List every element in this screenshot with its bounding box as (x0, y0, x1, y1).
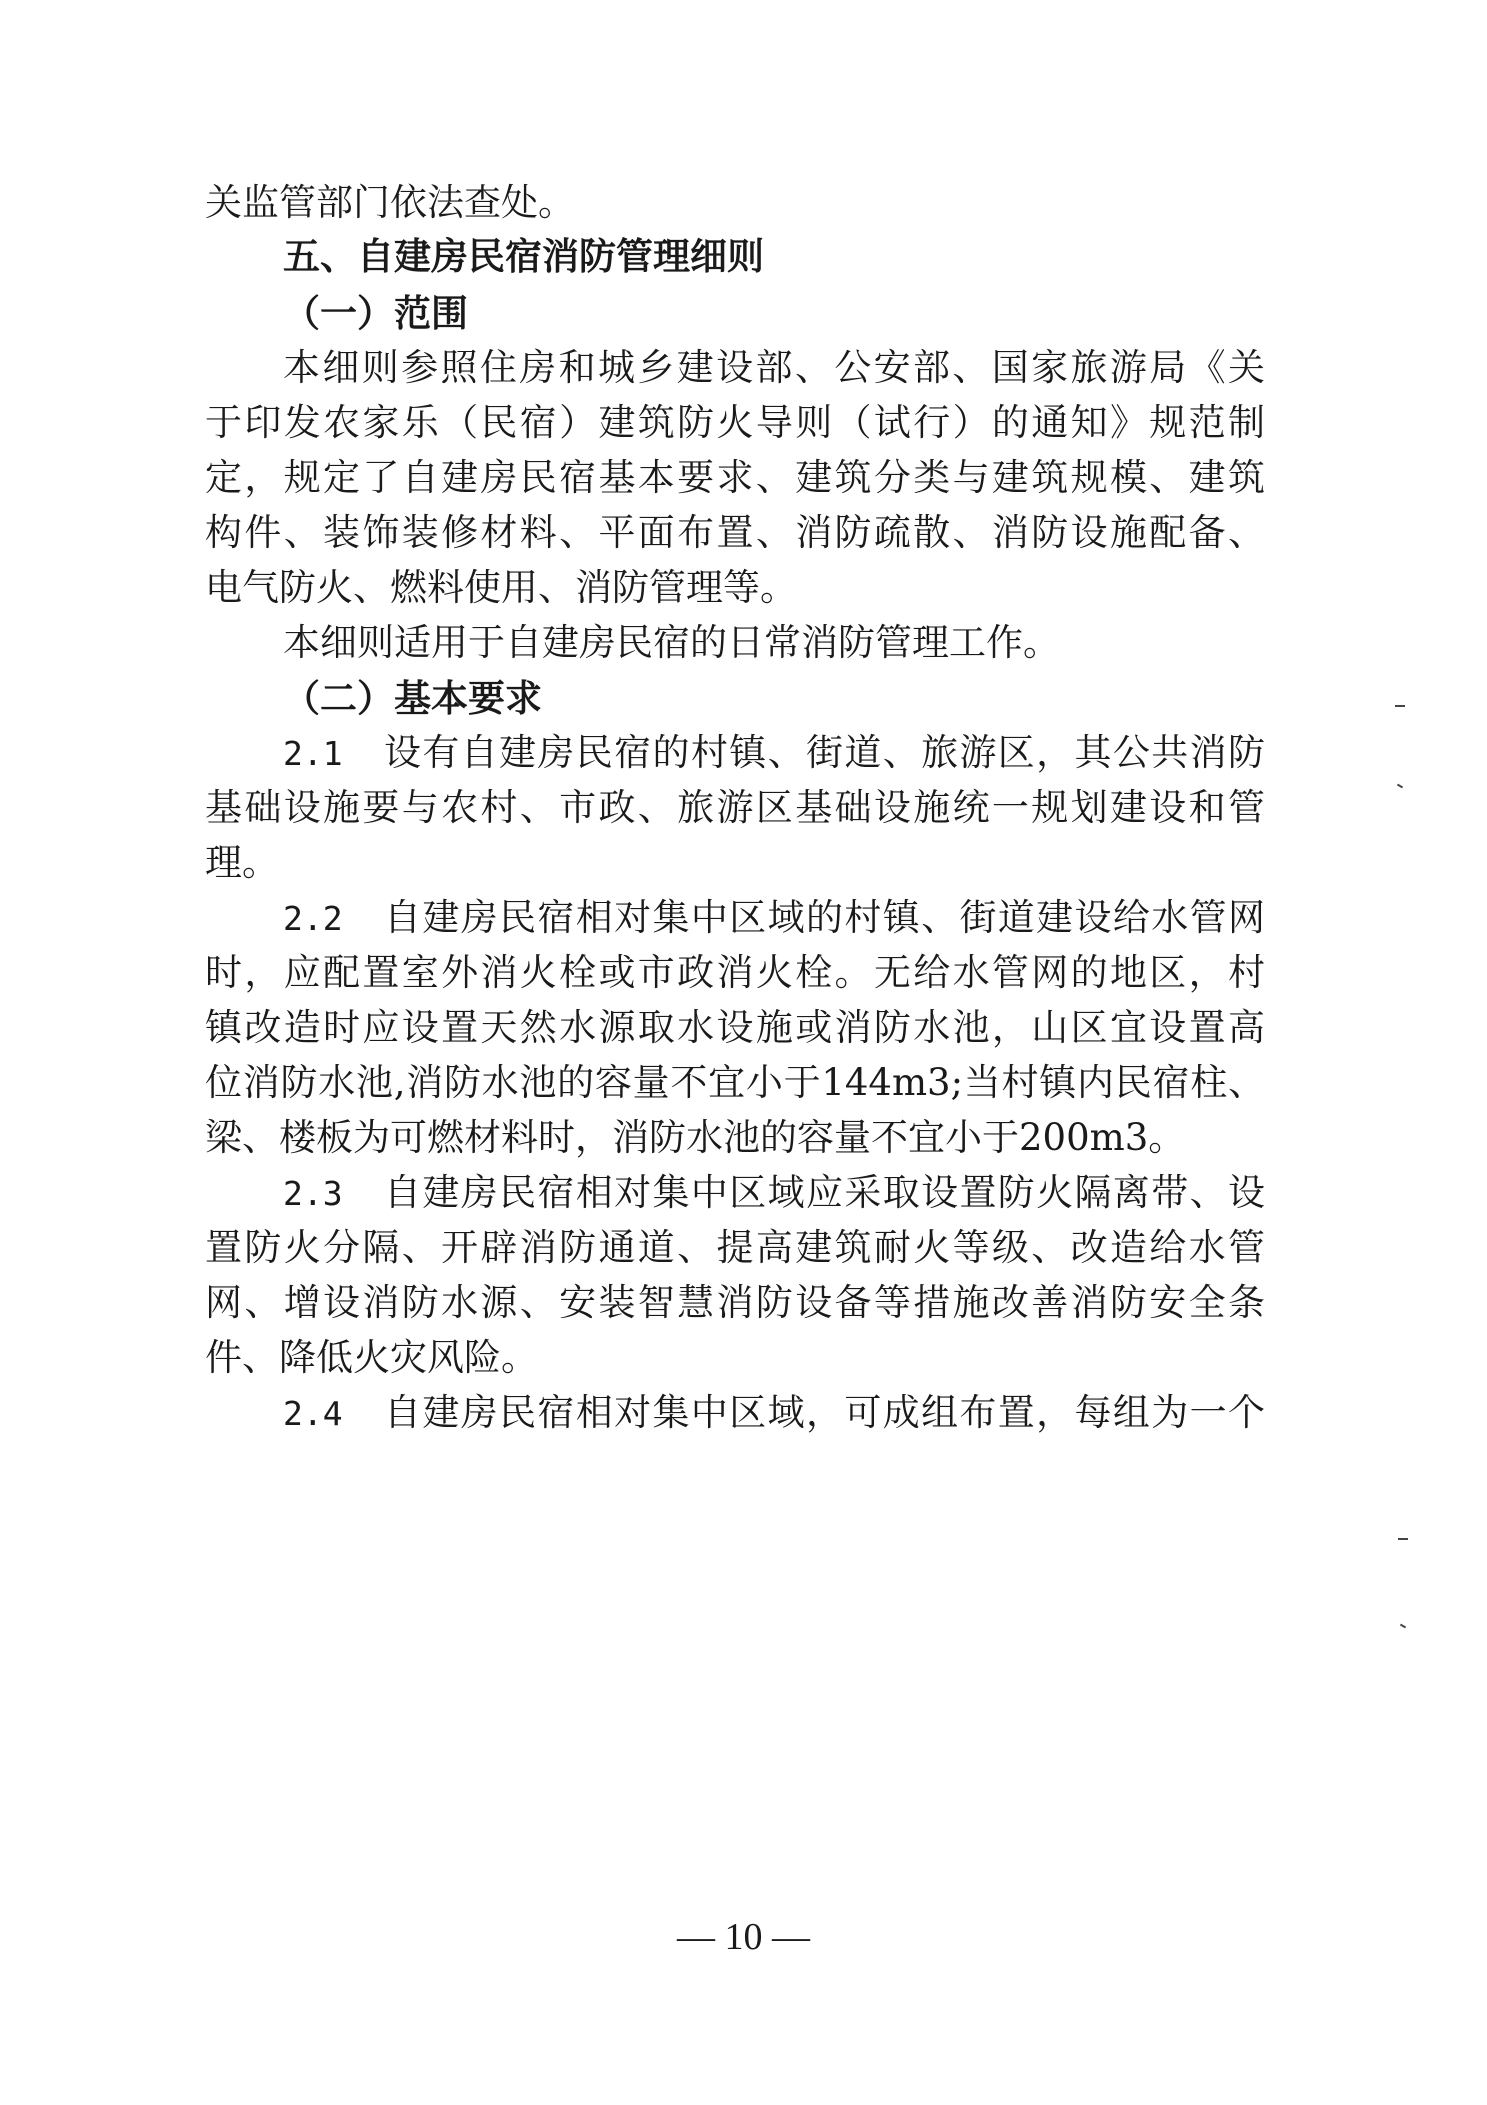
line-text: 电气防火、燃料使用、消防管理等。 (205, 566, 797, 609)
line-text: 位消防水池,消防水池的容量不宜小于144m3;当村镇内民宿柱、 (205, 1061, 1265, 1104)
clause-number: 2.1 (283, 734, 343, 773)
line-text: 自建房民宿相对集中区域的村镇、街道建设给水管网 (382, 896, 1265, 939)
line-text: 网、增设消防水源、安装智慧消防设备等措施改善消防安全条 (205, 1281, 1265, 1324)
line-text: 设有自建房民宿的村镇、街道、旅游区，其公共消防 (382, 731, 1265, 774)
body-text-line (205, 948, 1265, 998)
body-text-line (283, 343, 1265, 393)
body-text-line (205, 1113, 1265, 1163)
body-text-line (205, 508, 1265, 558)
clause-number: 2.2 (283, 899, 343, 938)
body-text-line (205, 178, 1265, 228)
scan-mark (1397, 784, 1403, 789)
clause-line (283, 728, 1265, 779)
subsection-heading (283, 288, 1265, 338)
line-text: 自建房民宿相对集中区域应采取设置防火隔离带、设 (382, 1171, 1265, 1214)
line-text: 关监管部门依法查处。 (205, 181, 575, 224)
line-text: 于印发农家乐（民宿）建筑防火导则（试行）的通知》规范制 (205, 401, 1265, 444)
subsection-title: （一）范围 (283, 291, 468, 335)
body-text-line (205, 838, 1265, 888)
body-text-line (205, 453, 1265, 503)
body-text-line (205, 398, 1265, 448)
clause-line (283, 1168, 1265, 1219)
line-text: 件、降低火灾风险。 (205, 1336, 538, 1379)
body-text-line (205, 1333, 1265, 1383)
clause-line (283, 1388, 1265, 1439)
line-text: 时，应配置室外消火栓或市政消火栓。无给水管网的地区，村 (205, 951, 1265, 994)
section-title: 五、自建房民宿消防管理细则 (283, 235, 764, 278)
body-text-line (205, 1058, 1265, 1108)
line-text: 置防火分隔、开辟消防通道、提高建筑耐火等级、改造给水管 (205, 1226, 1265, 1269)
line-text: 自建房民宿相对集中区域，可成组布置，每组为一个 (382, 1391, 1265, 1434)
subsection-heading (283, 673, 1265, 723)
line-text: 梁、楼板为可燃材料时，消防水池的容量不宜小于200m3。 (205, 1116, 1186, 1159)
subsection-title: （二）基本要求 (283, 676, 542, 720)
scan-mark (1398, 1538, 1408, 1540)
line-text: 基础设施要与农村、市政、旅游区基础设施统一规划建设和管 (205, 786, 1265, 829)
line-text: 镇改造时应设置天然水源取水设施或消防水池，山区宜设置高 (205, 1006, 1265, 1049)
clause-number: 2.4 (283, 1394, 343, 1433)
line-text: 本细则适用于自建房民宿的日常消防管理工作。 (283, 621, 1060, 664)
scan-mark (1395, 705, 1405, 707)
body-text-line (283, 618, 1265, 668)
clause-line (283, 893, 1265, 944)
line-text: 构件、装饰装修材料、平面布置、消防疏散、消防设施配备、 (205, 511, 1265, 554)
scan-mark (1400, 1624, 1406, 1629)
page-number: — 10 — (677, 1916, 810, 1958)
body-text-line (205, 1223, 1265, 1273)
clause-number: 2.3 (283, 1174, 343, 1213)
line-text: 定，规定了自建房民宿基本要求、建筑分类与建筑规模、建筑 (205, 456, 1265, 499)
body-text-line (205, 563, 1265, 613)
body-text-line (205, 1003, 1265, 1053)
line-text: 本细则参照住房和城乡建设部、公安部、国家旅游局《关 (283, 346, 1265, 389)
section-heading (283, 232, 1265, 282)
body-text-line (205, 783, 1265, 833)
body-text-line (205, 1278, 1265, 1328)
line-text: 理。 (205, 841, 279, 884)
